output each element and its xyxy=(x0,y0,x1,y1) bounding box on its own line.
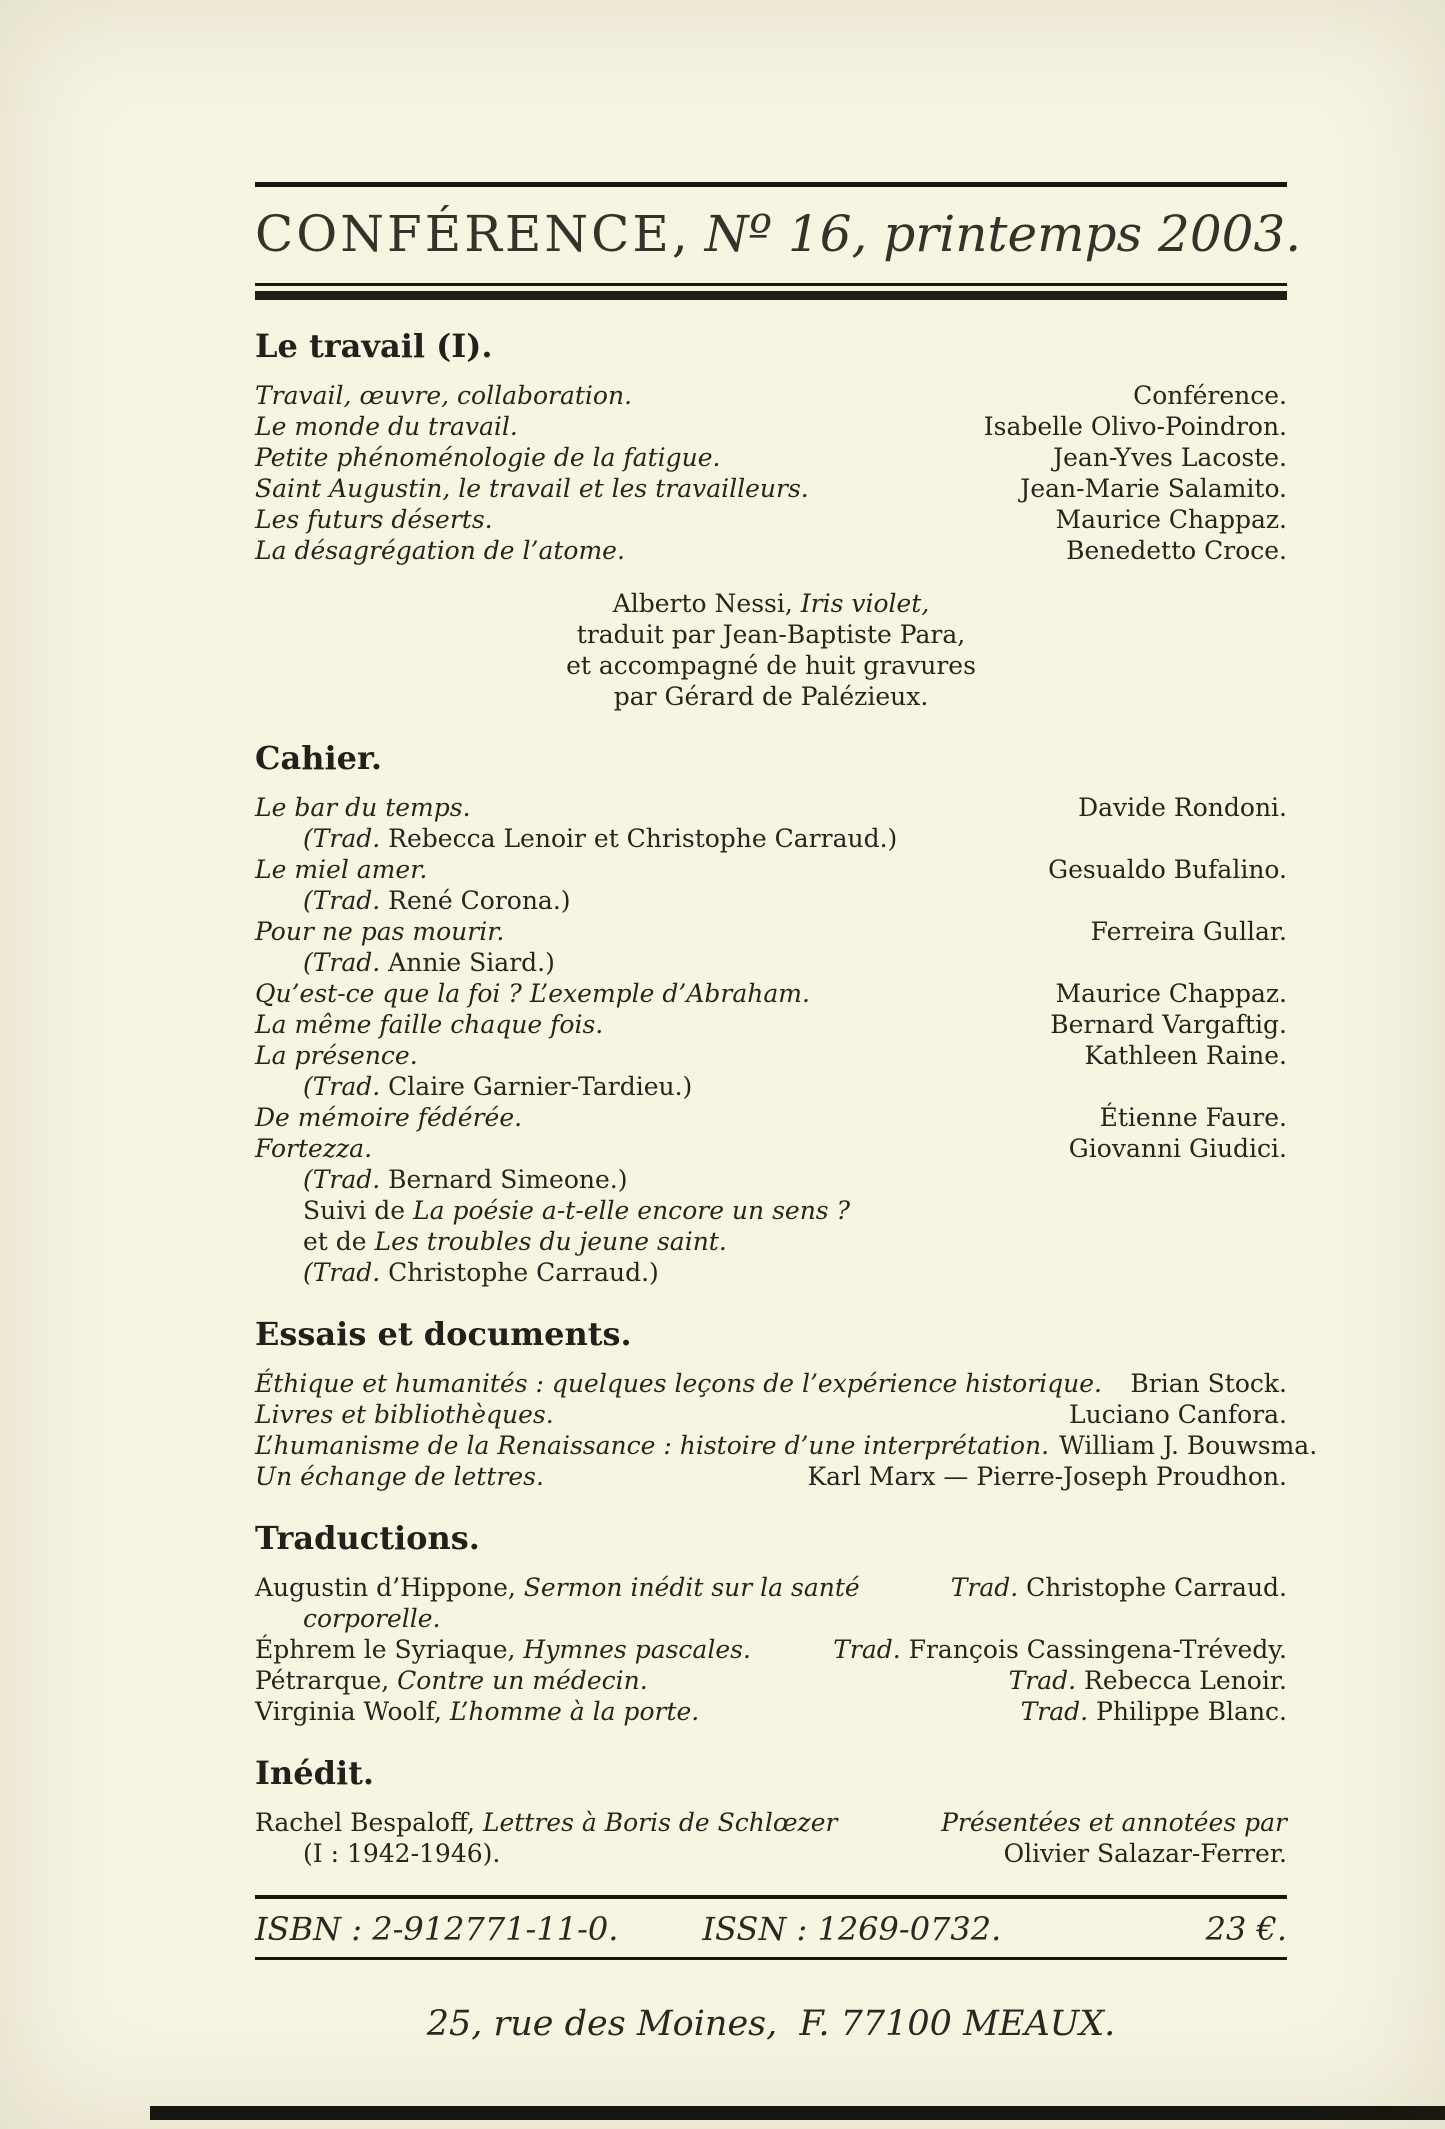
toc-entry xyxy=(255,1102,1287,1133)
top-rule xyxy=(255,182,1287,187)
text-run: traduit par Jean-Baptiste Para, xyxy=(576,620,966,649)
toc-entry xyxy=(255,442,1287,473)
isbn-number: ISBN : 2-912771-11-0. xyxy=(255,1910,619,1948)
entry-author xyxy=(833,1634,1287,1665)
entry-title xyxy=(255,1665,648,1696)
text-run: Les troubles du jeune saint. xyxy=(374,1227,727,1256)
entry-title xyxy=(255,1040,418,1071)
entry-title xyxy=(255,1226,727,1257)
double-rule xyxy=(255,283,1287,300)
text-run: Trad. xyxy=(1008,1666,1077,1695)
toc-entry xyxy=(255,1164,1287,1195)
entry-author xyxy=(1021,1696,1287,1727)
text-run: Suivi de xyxy=(303,1196,414,1225)
toc-entry xyxy=(255,1603,1287,1634)
toc-entry xyxy=(255,1430,1318,1461)
text-run: Un échange de lettres. xyxy=(255,1462,544,1491)
entry-author xyxy=(941,1807,1287,1838)
section-inedit xyxy=(255,1753,1287,1869)
text-run: Sermon inédit sur la santé xyxy=(523,1573,860,1602)
text-run: Ferreira Gullar. xyxy=(1090,917,1287,946)
text-run: Travail, œuvre, collaboration. xyxy=(255,381,633,410)
toc-entry xyxy=(255,1665,1287,1696)
entry-author xyxy=(1078,792,1287,823)
announcement-line xyxy=(255,650,1287,681)
text-run: (Trad. xyxy=(303,1258,381,1287)
section-cahier xyxy=(255,738,1287,1288)
entry-title xyxy=(255,978,810,1009)
entry-author xyxy=(1066,535,1287,566)
toc-entry xyxy=(255,1634,1287,1665)
toc-entry xyxy=(255,504,1287,535)
publisher-address: 25, rue des Moines, F. 77100 MEAUX. xyxy=(426,2004,1116,2044)
footer-rule-bottom xyxy=(255,1957,1287,1960)
entry-author xyxy=(1069,1399,1287,1430)
text-run: Le miel amer. xyxy=(255,855,428,884)
toc-entry xyxy=(255,1071,1287,1102)
text-run: Kathleen Raine. xyxy=(1084,1041,1287,1070)
text-run: Maurice Chappaz. xyxy=(1055,505,1287,534)
text-run: Alberto Nessi, xyxy=(612,589,801,618)
text-run: Brian Stock. xyxy=(1130,1369,1287,1398)
entry-author xyxy=(1009,1665,1287,1696)
text-run: Benedetto Croce. xyxy=(1066,536,1287,565)
scan-edge-strip xyxy=(150,2106,1445,2120)
text-run: et de xyxy=(303,1227,375,1256)
toc-entry xyxy=(255,473,1287,504)
text-run: Philippe Blanc. xyxy=(1088,1697,1287,1726)
text-run: et accompagné de huit gravures xyxy=(566,651,976,680)
text-run: (I : 1942-1946). xyxy=(303,1839,501,1868)
text-run: Bernard Simeone.) xyxy=(380,1165,628,1194)
entry-title xyxy=(255,1838,500,1869)
entry-title xyxy=(255,1696,699,1727)
text-run: François Cassingena-Trévedy. xyxy=(900,1635,1287,1664)
text-run: Les futurs déserts. xyxy=(255,505,493,534)
text-run: Giovanni Giudici. xyxy=(1068,1134,1287,1163)
entry-title xyxy=(255,947,555,978)
text-run: corporelle. xyxy=(303,1604,441,1633)
toc-entry xyxy=(255,1807,1287,1838)
section-heading: Le travail (I). xyxy=(255,327,493,365)
text-run: Olivier Salazar-Ferrer. xyxy=(1003,1839,1287,1868)
text-run: Bernard Vargaftig. xyxy=(1050,1010,1287,1039)
toc-entry xyxy=(255,1572,1287,1603)
toc-entry xyxy=(255,411,1287,442)
text-run: Rebecca Lenoir et Christophe Carraud.) xyxy=(380,824,898,853)
text-run: Annie Siard.) xyxy=(380,948,555,977)
text-run: Le monde du travail. xyxy=(255,412,518,441)
toc-entry xyxy=(255,380,1287,411)
toc-entry xyxy=(255,1696,1287,1727)
text-run: La présence. xyxy=(255,1041,418,1070)
entry-title xyxy=(255,916,504,947)
text-run: Petite phénoménologie de la fatigue. xyxy=(255,443,721,472)
text-run: Fortezza. xyxy=(255,1134,373,1163)
section-le-travail xyxy=(255,326,1287,566)
entry-title xyxy=(255,823,897,854)
announcement-nessi xyxy=(255,588,1287,712)
text-run: Iris violet, xyxy=(800,589,930,618)
toc-entry xyxy=(255,916,1287,947)
entry-author xyxy=(1130,1368,1287,1399)
text-run: Christophe Carraud. xyxy=(1018,1573,1287,1602)
text-run: La poésie a-t-elle encore un sens ? xyxy=(413,1196,850,1225)
entry-title xyxy=(255,1195,850,1226)
entry-author xyxy=(1056,504,1287,535)
entry-title xyxy=(255,1257,659,1288)
entry-title xyxy=(255,1009,603,1040)
text-run: Claire Garnier-Tardieu.) xyxy=(380,1072,693,1101)
entry-author xyxy=(1069,1133,1287,1164)
entry-title xyxy=(255,504,493,535)
text-run: Maurice Chappaz. xyxy=(1055,979,1287,1008)
entry-title xyxy=(255,1603,441,1634)
text-run: Isabelle Olivo-Poindron. xyxy=(983,412,1287,441)
text-run: Le bar du temps. xyxy=(255,793,471,822)
text-run: Karl Marx — Pierre-Joseph Proudhon. xyxy=(807,1462,1287,1491)
entry-author xyxy=(1059,1430,1317,1461)
entry-author xyxy=(1100,1102,1287,1133)
toc-entry xyxy=(255,1009,1287,1040)
entry-title xyxy=(255,1071,692,1102)
text-run: Trad. xyxy=(1020,1697,1089,1726)
footer-rule-top xyxy=(255,1895,1287,1899)
toc-sections xyxy=(255,326,1318,1869)
entry-title xyxy=(255,1368,1102,1399)
double-rule-thin xyxy=(255,283,1287,286)
text-run: Rachel Bespaloff, xyxy=(255,1808,483,1837)
entry-title xyxy=(255,1133,372,1164)
toc-entry xyxy=(255,1133,1287,1164)
price: 23 €. xyxy=(1205,1910,1287,1948)
toc-entry xyxy=(255,1399,1287,1430)
announcement-line xyxy=(255,619,1287,650)
toc-entry xyxy=(255,535,1287,566)
section-essais xyxy=(255,1314,1318,1492)
text-run: Éphrem le Syriaque, xyxy=(255,1635,524,1664)
text-run: La même faille chaque fois. xyxy=(255,1010,604,1039)
text-run: Étienne Faure. xyxy=(1099,1103,1287,1132)
toc-entry xyxy=(255,1368,1287,1399)
toc-entry xyxy=(255,1195,1287,1226)
text-run: Éthique et humanités : quelques leçons de l’expérience historique. xyxy=(255,1369,1102,1398)
text-run: Virginia Woolf, xyxy=(255,1697,450,1726)
toc-entry xyxy=(255,1838,1287,1869)
text-run: (Trad. xyxy=(303,948,381,977)
entry-title xyxy=(255,1572,860,1603)
toc-entry xyxy=(255,854,1287,885)
text-run: Trad. xyxy=(950,1573,1019,1602)
entry-title xyxy=(255,1634,751,1665)
text-run: par Gérard de Palézieux. xyxy=(613,682,929,711)
entry-title xyxy=(255,1164,627,1195)
text-run: Lettres à Boris de Schlœzer xyxy=(482,1808,838,1837)
journal-title xyxy=(255,201,1302,267)
entry-title xyxy=(255,854,427,885)
entry-author xyxy=(951,1572,1287,1603)
text-run: (Trad. xyxy=(303,1072,381,1101)
entry-author xyxy=(1020,473,1287,504)
text-run: Trad. xyxy=(833,1635,901,1664)
text-run: Jean-Yves Lacoste. xyxy=(1053,443,1287,472)
text-run: Davide Rondoni. xyxy=(1078,793,1287,822)
entry-author xyxy=(984,411,1287,442)
toc-entry xyxy=(255,792,1287,823)
text-run: Présentées et annotées par xyxy=(941,1808,1287,1837)
text-run: Hymnes pascales. xyxy=(523,1635,751,1664)
toc-entry xyxy=(255,1461,1287,1492)
text-run: Saint Augustin, le travail et les travailleurs. xyxy=(255,474,809,503)
text-run: Pour ne pas mourir. xyxy=(255,917,505,946)
entry-title xyxy=(255,1102,522,1133)
text-run: Jean-Marie Salamito. xyxy=(1020,474,1287,503)
text-run: Contre un médecin. xyxy=(397,1666,648,1695)
text-run: Qu’est-ce que la foi ? L’exemple d’Abraham. xyxy=(255,979,810,1008)
entry-title xyxy=(255,535,625,566)
text-run: De mémoire fédérée. xyxy=(255,1103,523,1132)
announcement-block xyxy=(255,588,1287,712)
text-run: Gesualdo Bufalino. xyxy=(1048,855,1287,884)
entry-author xyxy=(1048,854,1287,885)
entry-title xyxy=(255,1399,554,1430)
section-heading: Inédit. xyxy=(255,1754,375,1792)
section-heading: Traductions. xyxy=(255,1519,480,1557)
toc-entry xyxy=(255,978,1287,1009)
text-run: L’homme à la porte. xyxy=(449,1697,700,1726)
entry-title xyxy=(255,1461,544,1492)
text-run: Rebecca Lenoir. xyxy=(1076,1666,1287,1695)
text-run: (Trad. xyxy=(303,824,381,853)
section-heading: Cahier. xyxy=(255,739,383,777)
toc-entry xyxy=(255,947,1287,978)
entry-author xyxy=(1053,442,1287,473)
text-run: Christophe Carraud.) xyxy=(380,1258,659,1287)
entry-title xyxy=(255,411,518,442)
toc-entry xyxy=(255,1040,1287,1071)
text-run: Augustin d’Hippone, xyxy=(255,1573,524,1602)
text-run: René Corona.) xyxy=(380,886,571,915)
toc-entry xyxy=(255,1257,1287,1288)
page-content xyxy=(255,0,1318,2046)
entry-title xyxy=(255,442,720,473)
isbn-row xyxy=(255,1909,1287,1949)
text-run: William J. Bouwsma. xyxy=(1059,1431,1318,1460)
issue-number: Nº 16, printemps 2003. xyxy=(704,205,1302,263)
entry-title xyxy=(255,1430,1049,1461)
section-heading: Essais et documents. xyxy=(255,1315,632,1353)
entry-author xyxy=(807,1461,1287,1492)
toc-entry xyxy=(255,885,1287,916)
announcement-line xyxy=(255,681,1287,712)
entry-author xyxy=(1056,978,1287,1009)
text-run: L’humanisme de la Renaissance : histoire d’une interprétation. xyxy=(255,1431,1050,1460)
entry-author xyxy=(1004,1838,1287,1869)
entry-title xyxy=(255,380,632,411)
journal-name: CONFÉRENCE, xyxy=(255,205,691,263)
entry-author xyxy=(1091,916,1287,947)
entry-author xyxy=(1084,1040,1287,1071)
entry-title xyxy=(255,792,471,823)
entry-title xyxy=(255,1807,837,1838)
issn-number: ISSN : 1269-0732. xyxy=(702,1910,1002,1948)
toc-entry xyxy=(255,1226,1287,1257)
toc-entry xyxy=(255,823,1287,854)
text-run: (Trad. xyxy=(303,1165,381,1194)
text-run: Conférence. xyxy=(1133,381,1287,410)
text-run: La désagrégation de l’atome. xyxy=(255,536,625,565)
entry-author xyxy=(1050,1009,1287,1040)
text-run: Pétrarque, xyxy=(255,1666,398,1695)
section-traductions xyxy=(255,1518,1287,1727)
entry-title xyxy=(255,885,571,916)
entry-author xyxy=(1133,380,1287,411)
announcement-line xyxy=(255,588,1287,619)
double-rule-thick xyxy=(255,291,1287,300)
text-run: Luciano Canfora. xyxy=(1069,1400,1287,1429)
text-run: Livres et bibliothèques. xyxy=(255,1400,554,1429)
entry-title xyxy=(255,473,809,504)
text-run: (Trad. xyxy=(303,886,381,915)
